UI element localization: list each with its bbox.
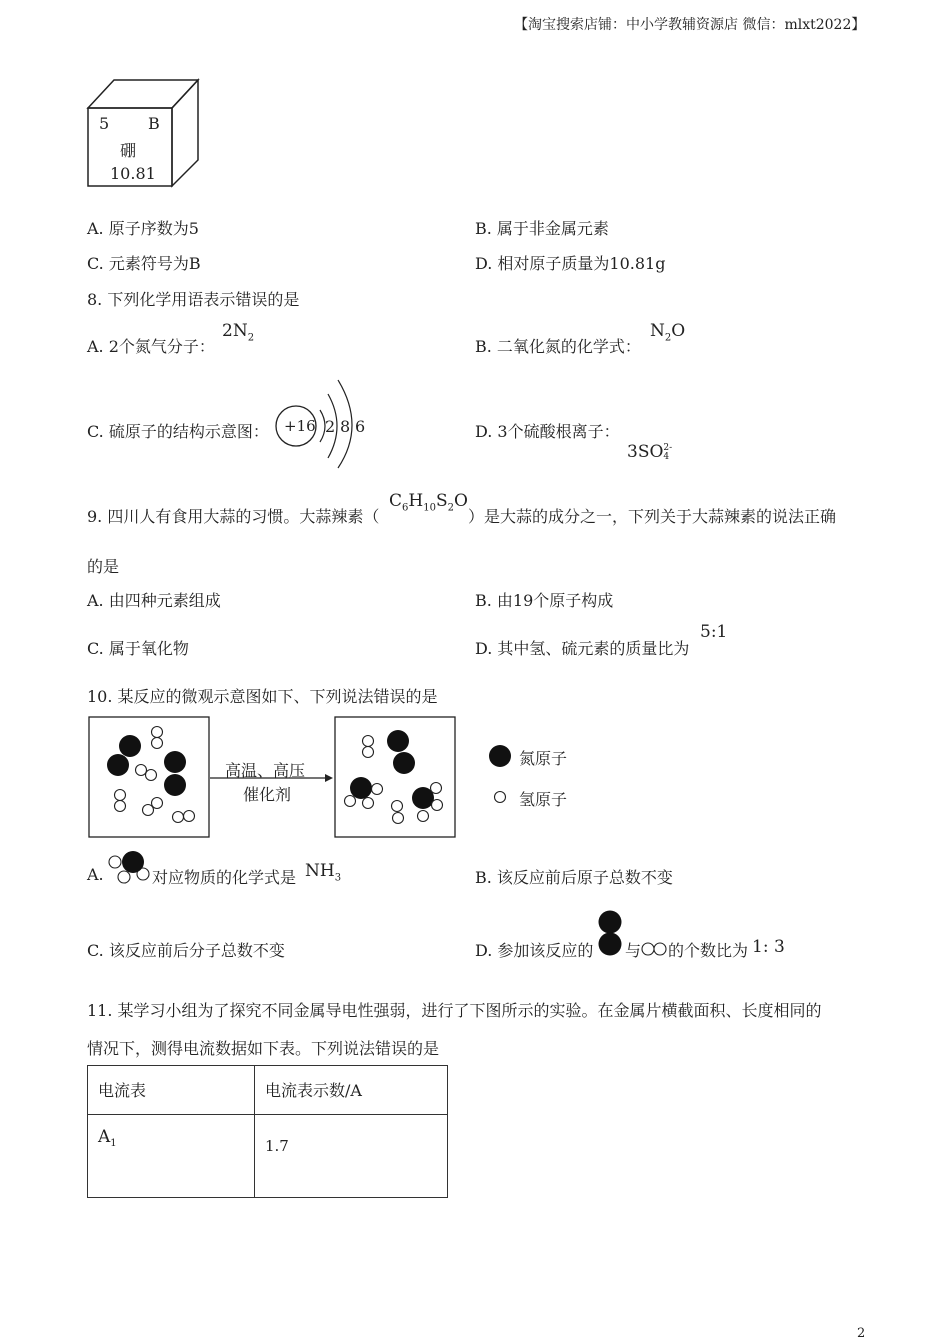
reaction-condition-bottom: 催化剂 <box>243 785 292 804</box>
q9-option-a: A. 由四种元素组成 <box>87 591 221 610</box>
element-symbol: B <box>148 114 160 133</box>
n2-molecule-icon <box>596 908 624 960</box>
q9-option-d-ratio: 5:1 <box>700 622 728 642</box>
q9-stem-part1: 9. 四川人有食用大蒜的习惯。大蒜辣素（ <box>87 507 380 526</box>
q9-option-b: B. 由19个原子构成 <box>475 591 614 610</box>
h2-molecule-icon <box>640 940 670 958</box>
q8-option-c-label: C. 硫原子的结构示意图： <box>87 422 269 441</box>
table-row <box>88 1115 448 1198</box>
q8-stem: 8. 下列化学用语表示错误的是 <box>87 290 300 309</box>
q7-option-b: B. 属于非金属元素 <box>475 219 609 238</box>
nh3-molecule-icon <box>106 848 152 886</box>
q9-stem-part3: 的是 <box>87 557 120 576</box>
q10-option-a-prefix: A. <box>87 865 104 884</box>
q11-stem-line2: 情况下，测得电流数据如下表。下列说法错误的是 <box>87 1039 440 1058</box>
reaction-micro-diagram <box>84 712 584 844</box>
q10-option-d-text: 的个数比为 <box>668 941 749 960</box>
q9-stem-part2: ）是大蒜的成分之一，下列关于大蒜辣素的说法正确 <box>468 507 837 526</box>
q8-option-b-formula: $N_2O$ <box>650 321 686 344</box>
q10-stem: 10. 某反应的微观示意图如下、下列说法错误的是 <box>87 687 438 706</box>
table-cell-reading: 1.7 <box>255 1115 448 1198</box>
page-number: 2 <box>857 1326 866 1341</box>
q10-option-a-text: 对应物质的化学式是 <box>152 868 297 887</box>
q8-option-b-label: B. 二氧化氮的化学式： <box>475 337 641 356</box>
q10-option-a-formula: $NH_3$ <box>305 861 342 884</box>
q10-option-c: C. 该反应前后分子总数不变 <box>87 941 285 960</box>
reaction-condition-top: 高温、高压 <box>225 761 306 780</box>
q11-stem-line1: 11. 某学习小组为了探究不同金属导电性强弱，进行了下图所示的实验。在金属片横截面积、长度相同的 <box>87 1001 822 1020</box>
atom-shell-2: 8 <box>340 417 351 436</box>
atom-nucleus-label: +16 <box>284 417 316 435</box>
q8-option-a-label: A. 2个氮气分子： <box>87 337 215 356</box>
page-header: 【淘宝搜索店铺：中小学教辅资源店 微信：mlxt2022】 <box>514 17 866 33</box>
q7-option-a: A. 原子序数为5 <box>87 219 199 238</box>
q8-option-d-formula: 3SO 2- 4 <box>627 442 673 462</box>
q10-option-d-and: 与 <box>625 941 642 960</box>
q10-option-d-prefix: D. 参加该反应的 <box>475 941 594 960</box>
table-cell-meter: $A_1$ <box>88 1115 255 1198</box>
q8-option-d-label: D. 3个硫酸根离子： <box>475 422 620 441</box>
element-atomic-number: 5 <box>99 114 110 133</box>
q7-option-d: D. 相对原子质量为10.81g <box>475 254 666 273</box>
q7-option-c: C. 元素符号为B <box>87 254 201 273</box>
atom-shell-3: 6 <box>355 417 366 436</box>
atom-shell-1: 2 <box>325 417 336 436</box>
current-data-table <box>87 1065 448 1198</box>
element-name: 硼 <box>120 141 137 160</box>
q8-option-a-formula: $2N_2$ <box>222 321 255 344</box>
table-header-row <box>88 1066 448 1115</box>
q10-option-d-ratio: 1: 3 <box>752 937 785 957</box>
q10-option-b: B. 该反应前后原子总数不变 <box>475 868 673 887</box>
table-header-reading: 电流表示数/A <box>255 1066 448 1115</box>
q9-option-d-label: D. 其中氢、硫元素的质量比为 <box>475 639 690 658</box>
element-mass: 10.81 <box>110 164 156 183</box>
q9-option-c: C. 属于氧化物 <box>87 639 189 658</box>
legend-hydrogen-atom: 氢原子 <box>519 790 568 809</box>
table-header-meter: 电流表 <box>88 1066 255 1115</box>
q9-formula: $C_6H_{10}S_2O$ <box>389 491 468 514</box>
legend-nitrogen-atom: 氮原子 <box>519 749 568 768</box>
